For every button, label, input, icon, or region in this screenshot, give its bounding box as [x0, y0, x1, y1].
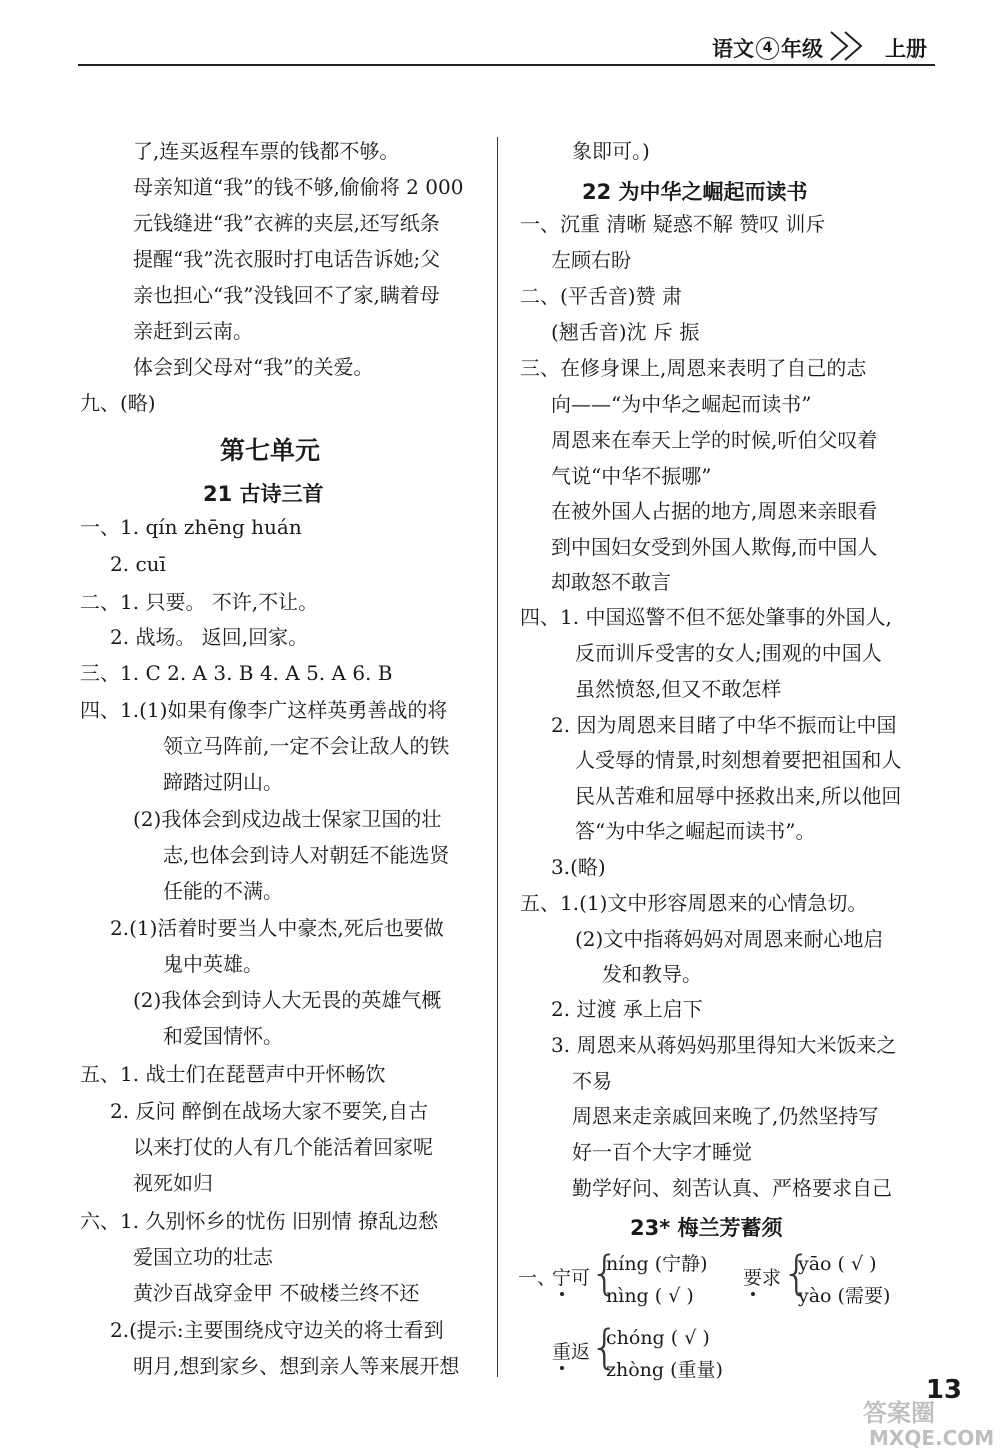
text-line: 却敢怒不敢言 — [551, 570, 671, 594]
text-line: 黄沙百战穿金甲 不破楼兰终不还 — [133, 1281, 420, 1305]
pinyin-option: yào (需要) — [798, 1285, 891, 1307]
header-rule — [78, 64, 935, 66]
text-line: 勤学好问、刻苦认真、严格要求自己 — [572, 1176, 892, 1200]
text-line: 视死如归 — [133, 1171, 213, 1195]
text-line: 九、(略) — [80, 391, 156, 415]
column-divider — [497, 137, 498, 1377]
text-line: 好一百个大字才睡觉 — [572, 1140, 752, 1164]
book-subject-grade — [712, 33, 823, 63]
pinyin-option: níng (宁静) — [606, 1253, 708, 1275]
word-chongfan: 重返 — [552, 1341, 591, 1363]
text-line: 元钱缝进“我”衣裤的夹层,还写纸条 — [133, 211, 440, 235]
text-line: 2. 因为周恩来目睹了中华不振而让中国 — [551, 713, 897, 737]
grade-number-circle: 4 — [756, 37, 779, 60]
text-line: 体会到父母对“我”的关爱。 — [133, 355, 374, 379]
text-line: (2)我体会到戍边战士保家卫国的壮 — [133, 807, 442, 831]
text-line: 气说“中华不振哪” — [551, 464, 712, 488]
text-line: 左顾右盼 — [551, 248, 631, 272]
text-line: 三、1. C 2. A 3. B 4. A 5. A 6. B — [80, 661, 393, 685]
text-line: 2. 战场。 返回,回家。 — [110, 625, 309, 649]
text-line: 反而训斥受害的女人;围观的中国人 — [575, 641, 882, 665]
brace-icon: { — [590, 1320, 620, 1374]
dotted-character: 重 — [552, 1341, 572, 1363]
text-line: 以来打仗的人有几个能活着回家呢 — [133, 1135, 433, 1159]
text-line: 一、沉重 清晰 疑惑不解 赞叹 训斥 — [520, 212, 826, 236]
text-line: 民从苦难和屈辱中拯救出来,所以他回 — [575, 784, 902, 808]
text-line: 周恩来在奉天上学的时候,听伯父叹着 — [551, 428, 878, 452]
text-line: 到中国妇女受到外国人欺侮,而中国人 — [551, 535, 878, 559]
text-line: 志,也体会到诗人对朝廷不能选贤 — [163, 843, 450, 867]
page-header — [78, 30, 935, 66]
text-line: 2.(提示:主要围绕戍守边关的将士看到 — [110, 1318, 444, 1342]
text-line: (翘舌音)沈 斥 振 — [551, 320, 700, 344]
text-line: 3. 周恩来从蒋妈妈那里得知大米饭来之 — [551, 1033, 897, 1057]
pinyin-section — [518, 1246, 938, 1381]
brace-icon: { — [782, 1246, 812, 1300]
text-line: 蹄踏过阴山。 — [163, 770, 283, 794]
dotted-character: 要 — [743, 1267, 763, 1289]
grade-suffix: 年级 — [781, 37, 823, 61]
text-line: 向——“为中华之崛起而读书” — [551, 392, 812, 416]
brace-icon: { — [590, 1246, 620, 1300]
text-line: 周恩来走亲戚回来晚了,仍然坚持写 — [572, 1104, 879, 1128]
text-line: 2.(1)活着时要当人中豪杰,死后也要做 — [110, 916, 444, 940]
subject-label: 语文 — [712, 37, 754, 61]
pinyin-option: nìng ( √ ) — [606, 1285, 694, 1307]
text-line: 六、1. 久别怀乡的忧伤 旧别情 撩乱边愁 — [80, 1209, 439, 1233]
text-line: 和爱国情怀。 — [163, 1024, 283, 1048]
text-line: 不易 — [572, 1069, 612, 1093]
text-line: 虽然愤怒,但又不敢怎样 — [575, 677, 782, 701]
text-line: 二、(平舌音)赞 肃 — [520, 284, 682, 308]
text-line: 象即可。) — [572, 139, 650, 163]
lesson-21-title: 21 古诗三首 — [203, 482, 324, 506]
text-line: 2. cuī — [110, 552, 166, 576]
text-line: 爱国立功的壮志 — [133, 1245, 273, 1269]
text-line: (2)我体会到诗人大无畏的英雄气概 — [133, 988, 442, 1012]
pinyin-option: chóng ( √ ) — [606, 1327, 710, 1349]
text-line: 在被外国人占据的地方,周恩来亲眼看 — [551, 499, 878, 523]
double-chevron-icon — [827, 30, 871, 68]
lesson-22-title: 22 为中华之崛起而读书 — [582, 180, 808, 204]
text-line: 一、1. qín zhēng huán — [80, 515, 302, 539]
section-marker: 一、 — [518, 1267, 557, 1289]
text-line: 三、在修身课上,周恩来表明了自己的志 — [520, 356, 867, 380]
text-line: 了,连买返程车票的钱都不够。 — [133, 139, 400, 163]
text-line: 提醒“我”洗衣服时打电话告诉她;父 — [133, 247, 441, 271]
watermark-logo — [859, 1395, 994, 1449]
text-line: 四、1.(1)如果有像李广这样英勇善战的将 — [80, 698, 448, 722]
text-line: 鬼中英雄。 — [163, 952, 263, 976]
pinyin-option: yāo ( √ ) — [798, 1253, 877, 1275]
pinyin-option: zhòng (重量) — [606, 1359, 723, 1381]
unit-title: 第七单元 — [220, 436, 321, 465]
text-line: 人受辱的情景,时刻想着要把祖国和人 — [575, 748, 902, 772]
text-line: 任能的不满。 — [163, 879, 283, 903]
watermark-text: 答案圈 — [863, 1399, 935, 1427]
dotted-character: 宁 — [552, 1267, 572, 1289]
text-line: (2)文中指蒋妈妈对周恩来耐心地启 — [575, 927, 884, 951]
text-line: 领立马阵前,一定不会让敌人的铁 — [163, 734, 450, 758]
text-line: 亲也担心“我”没钱回不了家,瞒着母 — [133, 283, 440, 307]
text-line: 二、1. 只要。 不许,不让。 — [80, 590, 319, 614]
text-line: 亲赶到云南。 — [133, 319, 253, 343]
text-line: 四、1. 中国巡警不但不惩处肇事的外国人, — [520, 605, 892, 629]
text-line: 五、1.(1)文中形容周恩来的心情急切。 — [520, 891, 868, 915]
text-line: 母亲知道“我”的钱不够,偷偷将 2 000 — [133, 175, 464, 199]
text-line: 2. 过渡 承上启下 — [551, 997, 703, 1021]
text-line: 答“为中华之崛起而读书”。 — [575, 819, 816, 843]
text-line: 五、1. 战士们在琵琶声中开怀畅饮 — [80, 1062, 386, 1086]
page-number: 13 — [925, 1375, 962, 1405]
watermark-domain: MXQE.COM — [869, 1426, 994, 1449]
lesson-23-title: 23* 梅兰芳蓄须 — [630, 1216, 783, 1240]
text-line: 3.(略) — [551, 855, 606, 879]
word-ningke: 宁可 — [552, 1267, 591, 1289]
text-line: 发和教导。 — [602, 962, 702, 986]
text-line: 2. 反问 醉倒在战场大家不要笑,自古 — [110, 1099, 429, 1123]
text-line: 明月,想到家乡、想到亲人等来展开想 — [133, 1354, 460, 1378]
word-yaoqiu: 要求 — [743, 1267, 782, 1289]
volume-label: 上册 — [885, 37, 927, 61]
